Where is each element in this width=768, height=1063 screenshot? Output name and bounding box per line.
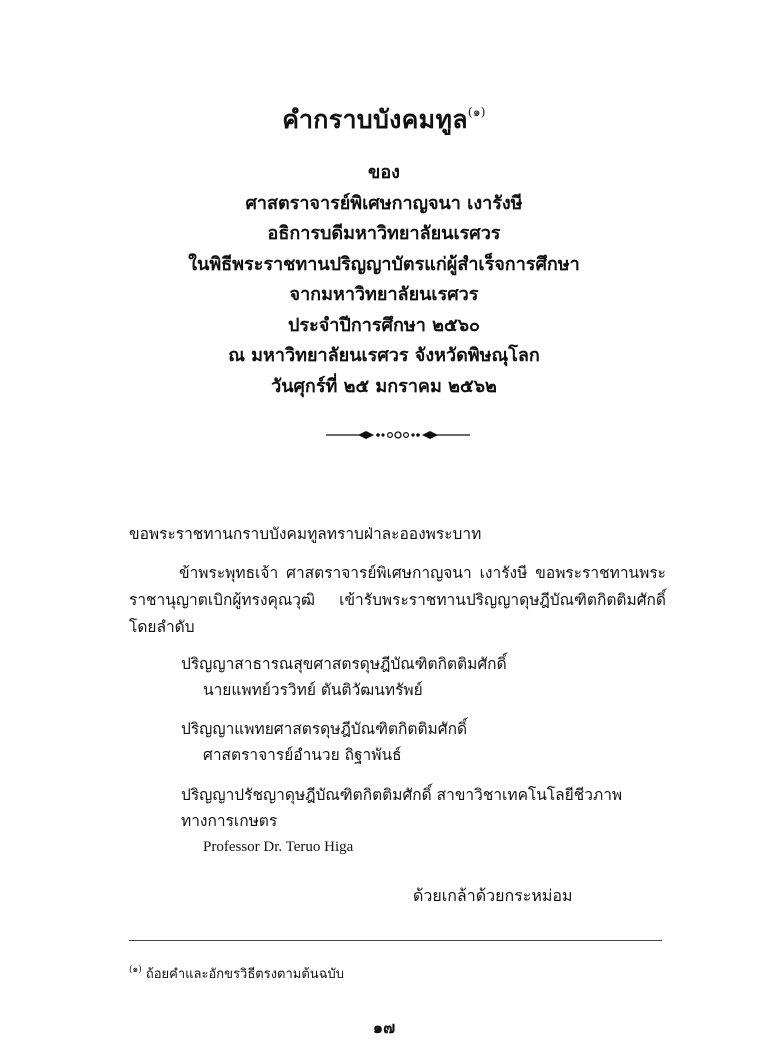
footnote-marker: (๑): [129, 965, 142, 975]
footnote: [129, 962, 344, 984]
footnote-divider: [129, 940, 662, 941]
heading-line: วันศุกร์ที่ ๒๕ มกราคม ๒๕๖๒: [271, 375, 497, 397]
closing-phrase: ด้วยเกล้าด้วยกระหม่อม: [413, 886, 573, 905]
heading-line: ในพิธีพระราชทานปริญญาบัตรแก่ผู้สำเร็จการศึกษา: [188, 253, 580, 275]
degree-recipient: นายแพทย์วรวิทย์ ตันติวัฒนทรัพย์: [203, 681, 423, 699]
heading-line: ศาสตราจารย์พิเศษกาญจนา เงารังษี: [245, 192, 523, 214]
heading-block: [0, 158, 768, 402]
heading-line: อธิการบดีมหาวิทยาลัยนเรศวร: [267, 223, 501, 244]
heading-line: จากมหาวิทยาลัยนเรศวร: [289, 284, 479, 305]
heading-line: ของ: [368, 162, 400, 183]
heading-line: ณ มหาวิทยาลัยนเรศวร จังหวัดพิษณุโลก: [228, 345, 540, 366]
degree-entry: [181, 716, 671, 768]
degree-recipient: Professor Dr. Teruo Higa: [203, 839, 354, 855]
title-text: คำกราบบังคมทูล: [282, 105, 468, 134]
body-paragraph-text: ข้าพระพุทธเจ้า ศาสตราจารย์พิเศษกาญจนา เงารังษี ขอพระราชทานพระราชานุญาตเบิกผู้ทรงคุณวุฒิ เข้ารับพระราชทานปริญญาดุษฎีบัณฑิตกิตติมศักดิ์ โดยลำดับ: [129, 564, 666, 636]
footnote-text: ถ้อยคำและอักขรวิธีตรงตามต้นฉบับ: [141, 967, 345, 982]
degree-entry: [181, 782, 671, 860]
heading-line: ประจำปีการศึกษา ๒๕๖๐: [288, 314, 480, 336]
title-footnote-marker: (๑): [467, 105, 486, 119]
degree-title: ปริญญาสาธารณสุขศาสตรดุษฎีบัณฑิตกิตติมศักดิ์: [181, 655, 507, 673]
body-paragraph: [129, 560, 666, 641]
salutation: ขอพระราชทานกราบบังคมทูลทราบฝ่าละอองพระบาท: [129, 525, 482, 543]
degree-entry: [181, 651, 671, 703]
degree-title: ปริญญาปรัชญาดุษฎีบัณฑิตกิตติมศักดิ์ สาขาวิชาเทคโนโลยีชีวภาพทางการเกษตร: [181, 786, 623, 830]
degree-recipient: ศาสตราจารย์อำนวย ถิฐาพันธ์: [203, 746, 402, 764]
page-number: ๑๗: [372, 1018, 396, 1037]
document-title: [0, 100, 768, 140]
ornament-divider: [324, 426, 472, 444]
degree-title: ปริญญาแพทยศาสตรดุษฎีบัณฑิตกิตติมศักดิ์: [181, 720, 468, 738]
